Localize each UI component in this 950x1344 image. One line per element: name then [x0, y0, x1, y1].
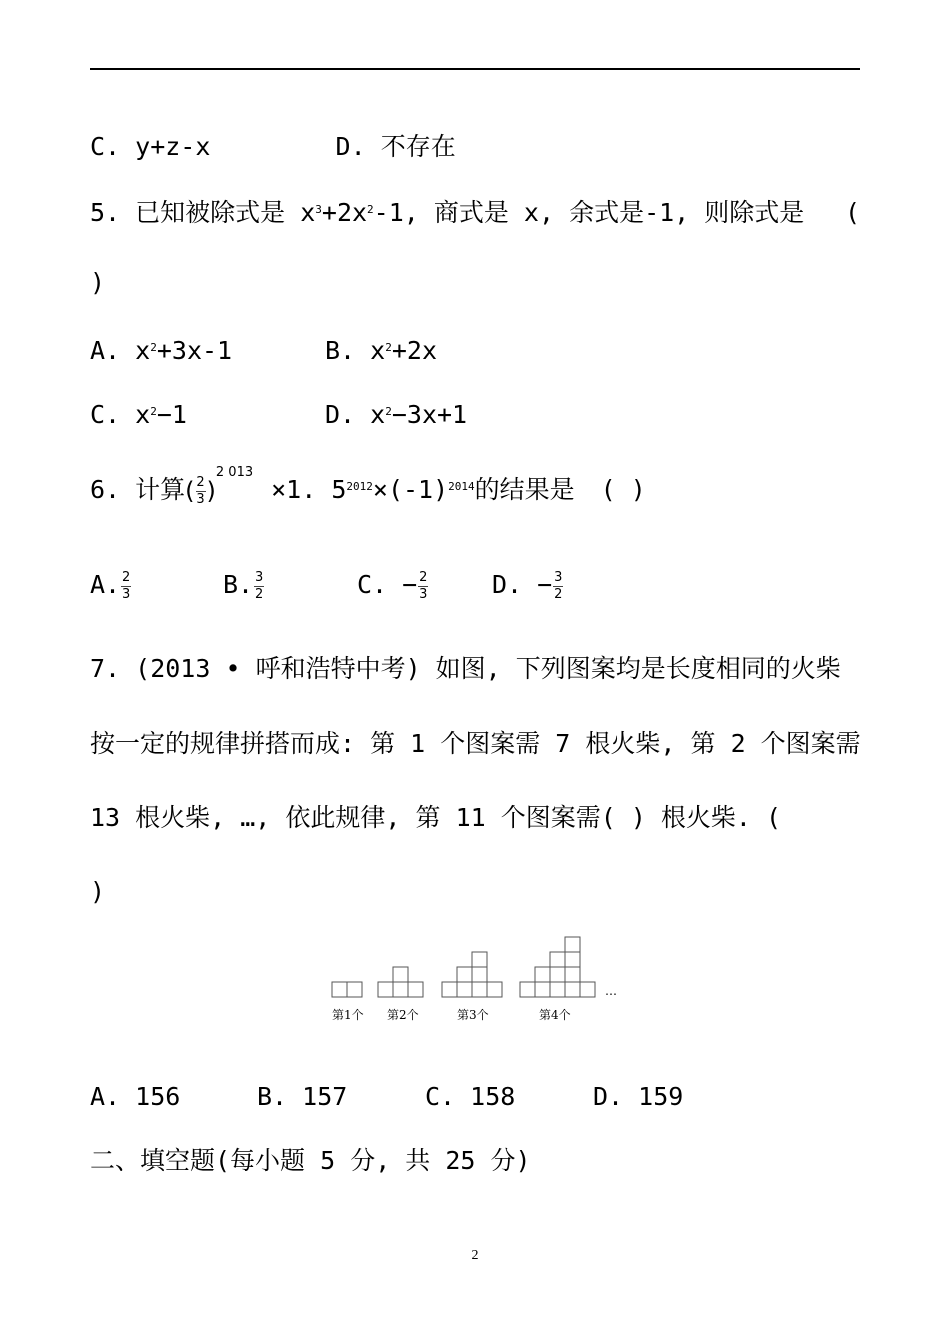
section-2-heading: 二、填空题(每小题 5 分, 共 25 分) [90, 1146, 531, 1175]
pattern-4 [520, 937, 595, 997]
q7-line-2: 按一定的规律拼搭而成: 第 1 个图案需 7 根火柴, 第 2 个图案需 [90, 729, 861, 758]
q5-optB-rest: +2x [391, 336, 437, 365]
q6-optA-label: A. [90, 570, 121, 599]
q6-optD-den: 2 [554, 586, 563, 602]
q6-optA-num: 2 [121, 569, 131, 585]
q6-mid: ×1. 5 [271, 475, 347, 504]
q5-optA-rest: +3x-1 [156, 336, 233, 365]
fig-ellipsis: … [605, 984, 617, 998]
page-number: 2 [471, 1248, 479, 1263]
q6-suffix: 的结果是 [474, 475, 575, 504]
matchstick-figure [325, 925, 635, 1034]
q5-option-a [90, 336, 232, 366]
q5-sup-2: 2 [367, 203, 374, 216]
q7-option-b: B. 157 [257, 1082, 348, 1111]
q6-fraction [196, 476, 206, 507]
q6-mid-2: ×(-1) [372, 475, 449, 504]
q5-paren-open: ( [845, 198, 861, 227]
q6-exp-1: 2 013 [215, 465, 254, 480]
q5-text-a: 5. 已知被除式是 x [90, 198, 316, 227]
q7-option-d: D. 159 [593, 1082, 684, 1111]
q6-optB-label: B. [223, 570, 254, 599]
q5-paren-close: ) [90, 268, 106, 297]
q5-optC-text: C. x [90, 400, 151, 429]
q6-exp-2: 2012 [346, 480, 373, 493]
q5-stem [90, 198, 804, 228]
q6-option-a [90, 570, 132, 602]
q6-stem: 6. 计算( $\frac{2}{3}$ )$^{2 013}$×1. $5^{2012}\times(-1)^{2014}$的结果是 ( ) [90, 465, 646, 507]
q6-option-b [223, 570, 265, 602]
q5-optC-rest: −1 [156, 400, 187, 429]
pattern-2 [378, 967, 423, 997]
q5-text-c: -1, 商式是 x, 余式是-1, 则除式是 [373, 198, 805, 227]
fig-label-4: 第4个 [539, 1008, 571, 1022]
q6-optB-num: 3 [254, 569, 264, 585]
q5-optA-text: A. x [90, 336, 151, 365]
q5-optD-sup: 2 [385, 405, 392, 418]
q6-optA-den: 3 [121, 586, 131, 602]
q5-optC-sup: 2 [150, 405, 157, 418]
q7-option-c: C. 158 [425, 1082, 516, 1111]
q6-option-c [357, 570, 429, 602]
q4-option-d: D. 不存在 [335, 132, 456, 161]
q5-optD-text: D. x [325, 400, 386, 429]
pattern-3 [442, 952, 502, 997]
q6-optB-den: 2 [254, 586, 264, 602]
q5-option-d [325, 400, 467, 430]
q6-optD-label: D. − [492, 570, 553, 599]
q6-option-d [492, 570, 564, 602]
q6-prefix: 6. 计算 [90, 475, 186, 504]
q6-optB-frac [254, 571, 264, 602]
q5-option-b [325, 336, 437, 366]
matchstick-diagram [325, 925, 635, 1030]
pattern-1 [332, 982, 362, 997]
fig-label-2: 第2个 [387, 1008, 419, 1022]
q5-optD-rest: −3x+1 [391, 400, 468, 429]
q5-text-b: +2x [321, 198, 368, 227]
fig-label-1: 第1个 [332, 1008, 364, 1022]
q5-sup-1: 3 [315, 203, 322, 216]
fig-label-3: 第3个 [457, 1008, 489, 1022]
q6-optA-frac [121, 571, 131, 602]
q6-paren: ( ) [600, 475, 646, 504]
q5-option-c [90, 400, 187, 430]
q5-optB-text: B. x [325, 336, 386, 365]
q6-optC-frac [418, 571, 428, 602]
q7-option-a: A. 156 [90, 1082, 181, 1111]
q6-frac-num: 2 [196, 474, 205, 490]
q7-line-3: 13 根火柴, …, 依此规律, 第 11 个图案需( ) 根火柴. ( [90, 803, 782, 832]
q5-optB-sup: 2 [385, 341, 392, 354]
q5-optA-sup: 2 [150, 341, 157, 354]
header-rule [90, 68, 860, 70]
q6-frac-den: 3 [196, 491, 205, 507]
q6-optD-num: 3 [554, 569, 563, 585]
q6-exp-3: 2014 [448, 480, 475, 493]
q4-options [90, 132, 456, 162]
q6-optC-label: C. − [357, 570, 418, 599]
q6-optD-frac [553, 571, 563, 602]
q6-optC-num: 2 [419, 569, 428, 585]
q6-optC-den: 3 [419, 586, 428, 602]
q4-option-c: C. y+z-x [90, 132, 211, 161]
q7-line-4: ) [90, 877, 106, 906]
q7-line-1: 7. (2013 • 呼和浩特中考) 如图, 下列图案均是长度相同的火柴 [90, 654, 841, 683]
